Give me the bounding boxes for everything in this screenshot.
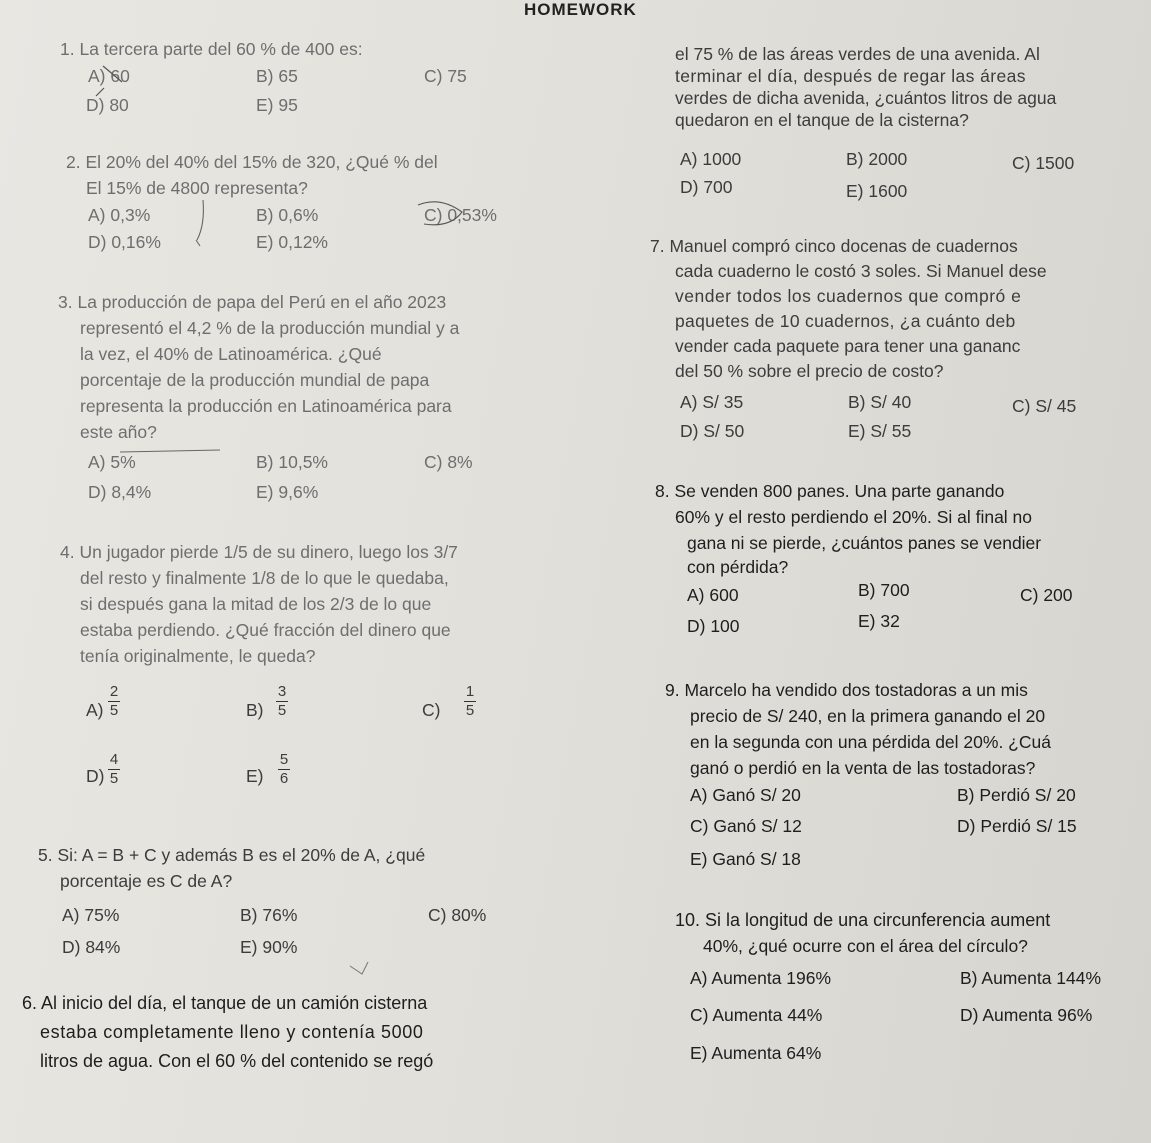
q1-option-e: E) 95 [256, 95, 298, 115]
q4-option-b-label: B) [246, 700, 264, 720]
q6-option-e: E) 1600 [846, 181, 908, 201]
q5-option-d: D) 84% [62, 937, 121, 957]
q9-line-4: ganó o perdió en la venta de las tostadoras? [690, 758, 1036, 778]
q3-option-a: A) 5% [88, 452, 136, 472]
q7-option-e: E) S/ 55 [848, 421, 912, 441]
q10-option-a: A) Aumenta 196% [690, 968, 832, 988]
q3-option-d: D) 8,4% [88, 482, 152, 502]
q4-option-a-fraction: 2 5 [109, 683, 119, 719]
q7-line-2: cada cuaderno le costó 3 soles. Si Manuel dese [675, 261, 1047, 281]
q9-line-1: 9. Marcelo ha vendido dos tostadoras a un mis [665, 680, 1028, 700]
q7-line-6: del 50 % sobre el precio de costo? [675, 361, 944, 381]
q2-line-2: El 15% de 4800 representa? [86, 178, 308, 198]
q9-option-b: B) Perdió S/ 20 [957, 785, 1076, 805]
q4-line-3: si después gana la mitad de los 2/3 de lo que [80, 594, 432, 614]
q1-option-c: C) 75 [424, 66, 467, 86]
q7-line-5: vender cada paquete para tener una gananc [675, 336, 1021, 356]
q9-option-a: A) Ganó S/ 20 [690, 785, 801, 805]
q6-line-2: estaba completamente lleno y contenía 5000 [40, 1022, 424, 1042]
q5-option-b: B) 76% [240, 905, 298, 925]
q7-option-c: C) S/ 45 [1012, 396, 1077, 416]
q10-line-2: 40%, ¿qué ocurre con el área del círculo? [703, 936, 1028, 956]
q10-option-b: B) Aumenta 144% [960, 968, 1102, 988]
q8-line-1: 8. Se venden 800 panes. Una parte ganando [655, 481, 1005, 501]
q3-option-c: C) 8% [424, 452, 473, 472]
q9-line-2: precio de S/ 240, en la primera ganando el 20 [690, 706, 1046, 726]
q1-option-a: A) 60 [88, 66, 130, 86]
q4-line-5: tenía originalmente, le queda? [80, 646, 316, 666]
q8-option-e: E) 32 [858, 611, 900, 631]
q6-option-c: C) 1500 [1012, 153, 1075, 173]
q6-option-b: B) 2000 [846, 149, 908, 169]
q1-stem: 1. La tercera parte del 60 % de 400 es: [60, 39, 363, 59]
q6-line-3: litros de agua. Con el 60 % del contenido se regó [40, 1051, 434, 1071]
q2-option-c: C) 0,53% [424, 205, 497, 225]
q4-line-2: del resto y finalmente 1/8 de lo que le quedaba, [80, 568, 449, 588]
q3-line-6: este año? [80, 422, 157, 442]
q4-line-4: estaba perdiendo. ¿Qué fracción del dinero que [80, 620, 451, 640]
q7-option-a: A) S/ 35 [680, 392, 744, 412]
q3-line-1: 3. La producción de papa del Perú en el año 2023 [58, 292, 447, 312]
q4-option-d-fraction: 4 5 [109, 751, 119, 787]
q6-option-a: A) 1000 [680, 149, 742, 169]
q4-line-1: 4. Un jugador pierde 1/5 de su dinero, luego los 3/7 [60, 542, 458, 562]
q3-line-2: representó el 4,2 % de la producción mundial y a [80, 318, 460, 338]
q10-option-c: C) Aumenta 44% [690, 1005, 823, 1025]
q6-line-1: 6. Al inicio del día, el tanque de un camión cisterna [22, 993, 428, 1013]
q2-option-b: B) 0,6% [256, 205, 319, 225]
q9-option-c: C) Ganó S/ 12 [690, 816, 802, 836]
q8-option-a: A) 600 [687, 585, 739, 605]
q2-option-a: A) 0,3% [88, 205, 151, 225]
q5-line-1: 5. Si: A = B + C y además B es el 20% de A, ¿qué [38, 845, 426, 865]
q6-cont-line-2: terminar el día, después de regar las áreas [675, 66, 1026, 86]
q5-option-a: A) 75% [62, 905, 120, 925]
q4-option-a-label: A) [86, 700, 104, 720]
q8-line-3: gana ni se pierde, ¿cuántos panes se vendier [687, 533, 1042, 553]
q5-line-2: porcentaje es C de A? [60, 871, 233, 891]
q8-line-2: 60% y el resto perdiendo el 20%. Si al final no [675, 507, 1033, 527]
q8-option-b: B) 700 [858, 580, 910, 600]
q8-option-c: C) 200 [1020, 585, 1073, 605]
q10-option-e: E) Aumenta 64% [690, 1043, 822, 1063]
q1-option-d: D) 80 [86, 95, 129, 115]
q4-option-c-label: C) [422, 700, 441, 720]
q3-line-5: representa la producción en Latinoamérica para [80, 396, 452, 416]
q7-line-1: 7. Manuel compró cinco docenas de cuadernos [650, 236, 1018, 256]
q7-option-b: B) S/ 40 [848, 392, 912, 412]
q2-option-d: D) 0,16% [88, 232, 161, 252]
q3-option-e: E) 9,6% [256, 482, 319, 502]
q6-cont-line-4: quedaron en el tanque de la cisterna? [675, 110, 969, 130]
q1-option-b: B) 65 [256, 66, 298, 86]
q8-option-d: D) 100 [687, 616, 740, 636]
q4-option-d-label: D) [86, 766, 105, 786]
q6-cont-line-1: el 75 % de las áreas verdes de una avenida. Al [675, 44, 1040, 64]
q7-line-4: paquetes de 10 cuadernos, ¿a cuánto deb [675, 311, 1016, 331]
q8-line-4: con pérdida? [687, 557, 789, 577]
q5-option-c: C) 80% [428, 905, 487, 925]
q3-line-3: la vez, el 40% de Latinoamérica. ¿Qué [80, 344, 382, 364]
q4-option-b-fraction: 3 5 [277, 683, 287, 719]
q6-cont-line-3: verdes de dicha avenida, ¿cuántos litros de agua [675, 88, 1057, 108]
q4-option-e-fraction: 5 6 [279, 751, 289, 787]
q5-option-e: E) 90% [240, 937, 298, 957]
q10-line-1: 10. Si la longitud de una circunferencia aument [675, 910, 1051, 930]
q10-option-d: D) Aumenta 96% [960, 1005, 1093, 1025]
q3-line-4: porcentaje de la producción mundial de papa [80, 370, 430, 390]
q6-option-d: D) 700 [680, 177, 733, 197]
q4-option-c-fraction: 1 5 [465, 683, 475, 719]
q4-option-e-label: E) [246, 766, 264, 786]
q7-option-d: D) S/ 50 [680, 421, 745, 441]
q2-line-1: 2. El 20% del 40% del 15% de 320, ¿Qué % del [66, 152, 438, 172]
q2-option-e: E) 0,12% [256, 232, 328, 252]
q9-option-d: D) Perdió S/ 15 [957, 816, 1077, 836]
q9-option-e: E) Ganó S/ 18 [690, 849, 801, 869]
page-title: HOMEWORK [524, 0, 637, 19]
q3-option-b: B) 10,5% [256, 452, 328, 472]
q9-line-3: en la segunda con una pérdida del 20%. ¿Cuá [690, 732, 1051, 752]
q7-line-3: vender todos los cuadernos que compró e [675, 286, 1022, 306]
